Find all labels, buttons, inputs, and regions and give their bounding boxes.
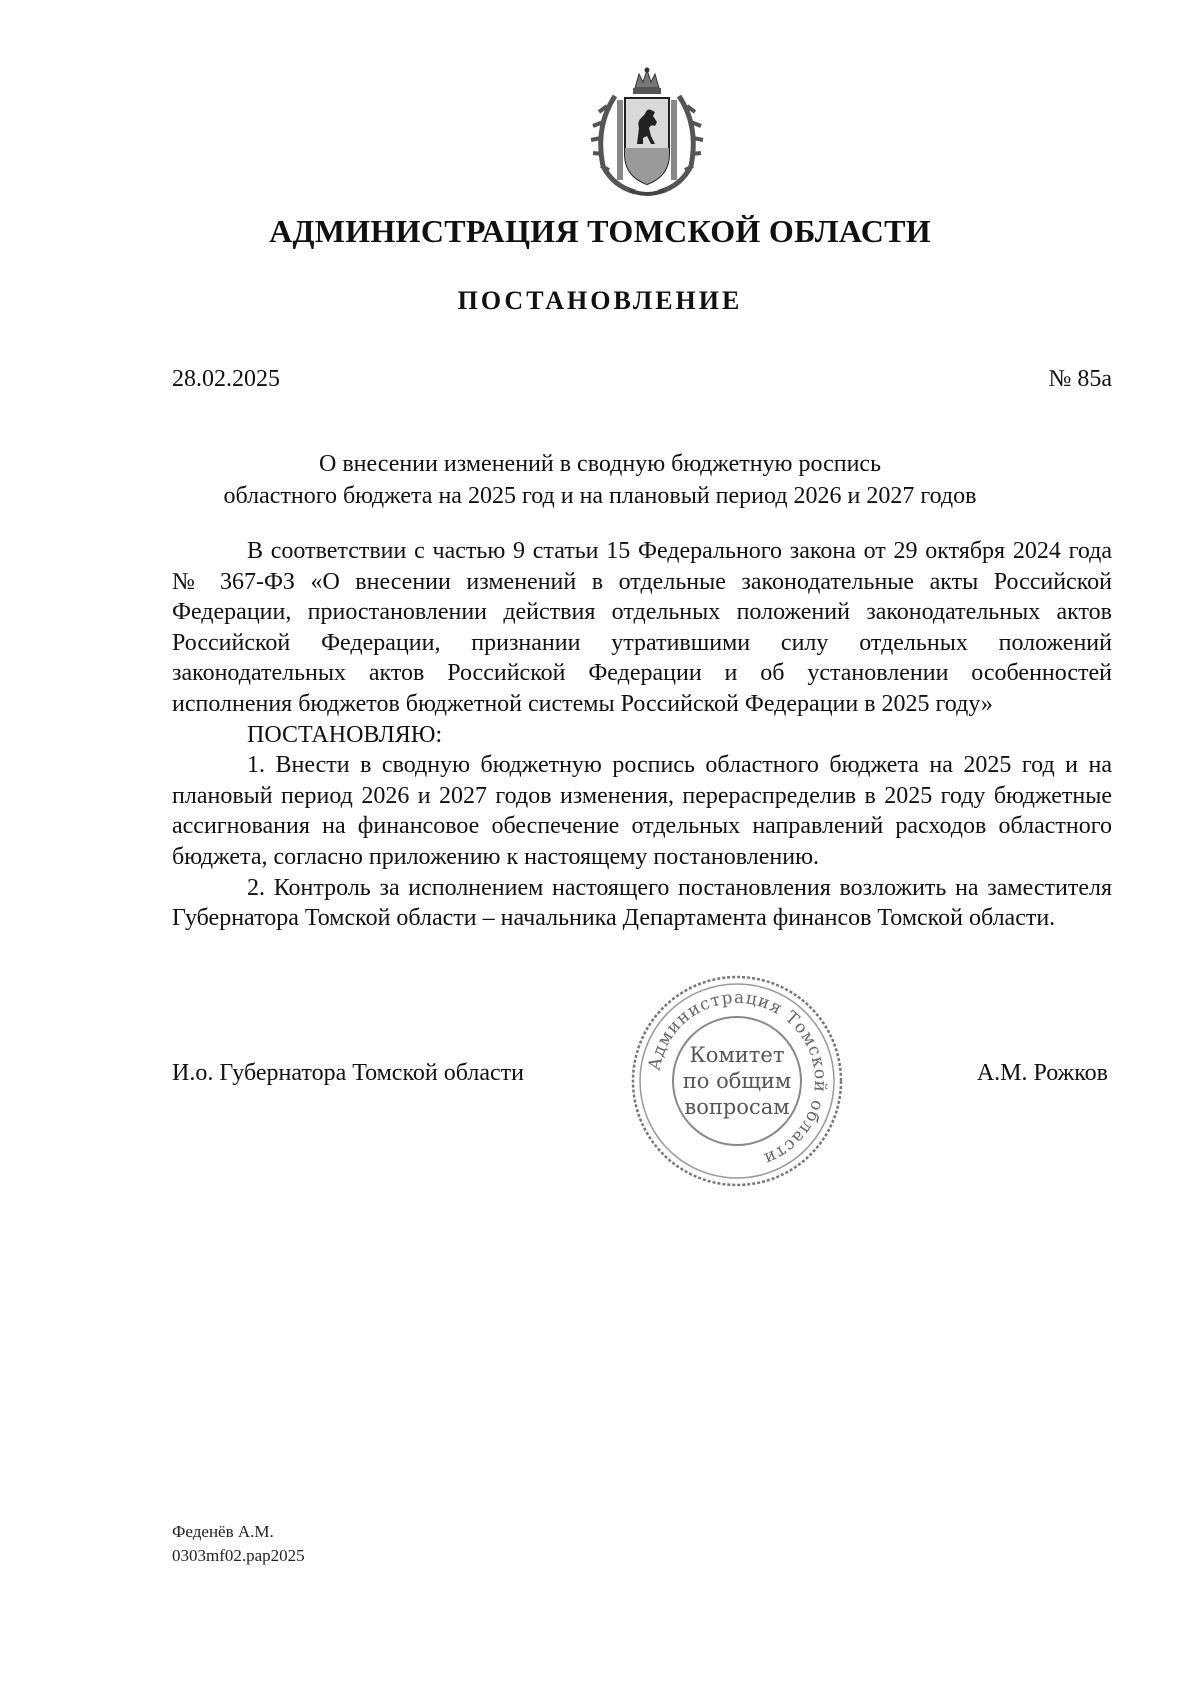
tomsk-region-coat-of-arms-icon <box>585 66 709 202</box>
document-number: № 85а <box>1048 366 1112 392</box>
organization-title: АДМИНИСТРАЦИЯ ТОМСКОЙ ОБЛАСТИ <box>269 213 931 249</box>
signer-title: И.о. Губернатора Томской области <box>172 1060 524 1086</box>
stamp-line: вопросам <box>684 1095 790 1119</box>
signer-name: А.М. Рожков <box>976 1060 1108 1086</box>
preamble-paragraph: В соответствии с частью 9 статьи 15 Федерального закона от 29 октября 2024 года № 367-ФЗ «О внесении изменений в отдельные законодательные акты Российской Федерации, приостановлении действия отдельных положений законодательных актов Российской Федерации, признании утратившими силу отдельных положений законодательных актов Российской Федерации и об установлении особенностей исполнения бюджетов бюджетной системы Российской Федерации в 2025 году» <box>172 538 1112 717</box>
decree-word: ПОСТАНОВЛЯЮ: <box>247 721 443 748</box>
official-stamp <box>628 972 846 1190</box>
executor-name: Феденёв А.М. <box>172 1522 274 1541</box>
executor-footer <box>172 1520 305 1568</box>
stamp-center-text <box>628 972 846 1190</box>
stamp-line: Комитет <box>689 1043 785 1067</box>
file-reference: 0303mf02.pap2025 <box>172 1546 305 1565</box>
document-date: 28.02.2025 <box>172 366 280 392</box>
document-subject <box>0 448 1200 512</box>
item-paragraph: 1. Внести в сводную бюджетную роспись областного бюджета на 2025 год и на плановый период 2026 и 2027 годов изменения, перераспределив в 2025 году бюджетные ассигнования на финансовое обеспечение отдельных направлений расходов областного бюджета, согласно приложению к настоящему постановлению. <box>172 752 1112 870</box>
stamp-line: по общим <box>682 1069 792 1093</box>
stamp-ring-text: Администрация Томской области <box>644 987 831 1169</box>
subject-line: областного бюджета на 2025 год и на плановый период 2026 и 2027 годов <box>223 483 977 509</box>
subject-line: О внесении изменений в сводную бюджетную роспись <box>318 451 882 477</box>
document-type-heading: ПОСТАНОВЛЕНИЕ <box>457 286 743 315</box>
item-paragraph: 2. Контроль за исполнением настоящего постановления возложить на заместителя Губернатора Томской области – начальника Департамента финансов Томской области. <box>172 874 1112 932</box>
document-body <box>172 536 1112 934</box>
